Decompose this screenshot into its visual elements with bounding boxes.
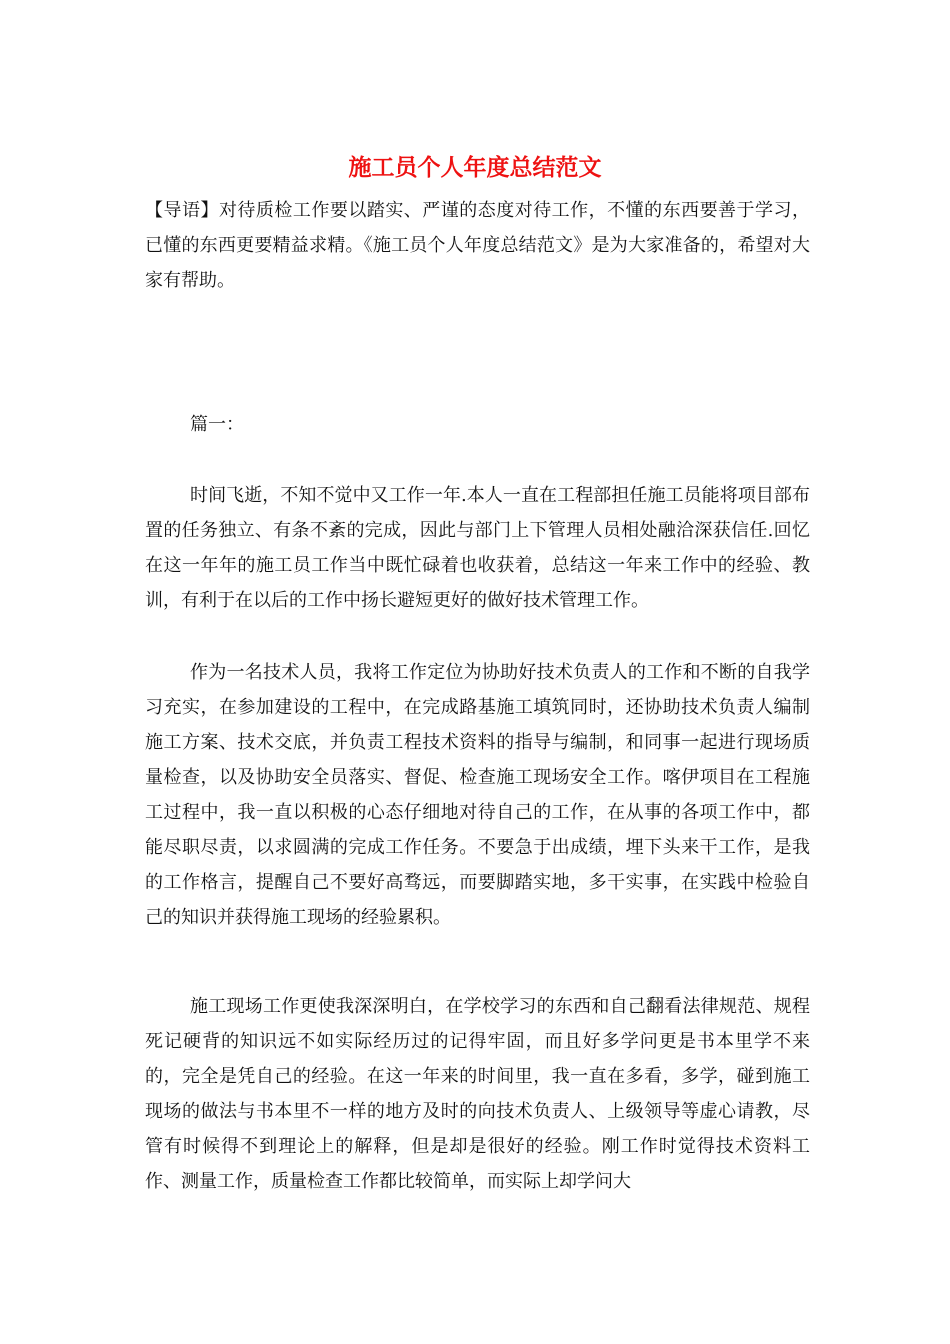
body-paragraph-1: 时间飞逝，不知不觉中又工作一年.本人一直在工程部担任施工员能将项目部布置的任务独立、有条不紊的完成，因此与部门上下管理人员相处融洽深获信任.回忆在这一年年的施工员工作当中既忙碌着也收获着，总结这一年来工作中的经验、教训，有利于在以后的工作中扬长避短更好的做好技术管理工作。 [145, 485, 810, 611]
document-title: 施工员个人年度总结范文 [348, 154, 602, 181]
section-heading: 篇一： [190, 414, 244, 435]
body-paragraph-2: 作为一名技术人员，我将工作定位为协助好技术负责人的工作和不断的自我学习充实，在参加建设的工程中，在完成路基施工填筑同时，还协助技术负责人编制施工方案、技术交底，并负责工程技术资料的指导与编制，和同事一起进行现场质量检查，以及协助安全员落实、督促、检查施工现场安全工作。喀伊项目在工程施工过程中，我一直以积极的心态仔细地对待自己的工作，在从事的各项工作中，都能尽职尽责，以求圆满的完成工作任务。不要急于出成绩，埋下头来干工作，是我的工作格言，提醒自己不要好高骛远，而要脚踏实地，多干实事，在实践中检验自己的知识并获得施工现场的经验累积。 [145, 662, 810, 928]
intro-paragraph: 【导语】对待质检工作要以踏实、严谨的态度对待工作，不懂的东西要善于学习，已懂的东西更要精益求精。《施工员个人年度总结范文》是为大家准备的，希望对大家有帮助。 [145, 200, 810, 291]
body-paragraph-3: 施工现场工作更使我深深明白，在学校学习的东西和自己翻看法律规范、规程死记硬背的知识远不如实际经历过的记得牢固，而且好多学问更是书本里学不来的，完全是凭自己的经验。在这一年来的时间里，我一直在多看，多学，碰到施工现场的做法与书本里不一样的地方及时的向技术负责人、上级领导等虚心请教，尽管有时候得不到理论上的解释，但是却是很好的经验。刚工作时觉得技术资料工作、测量工作，质量检查工作都比较简单，而实际上却学问大 [145, 996, 810, 1192]
